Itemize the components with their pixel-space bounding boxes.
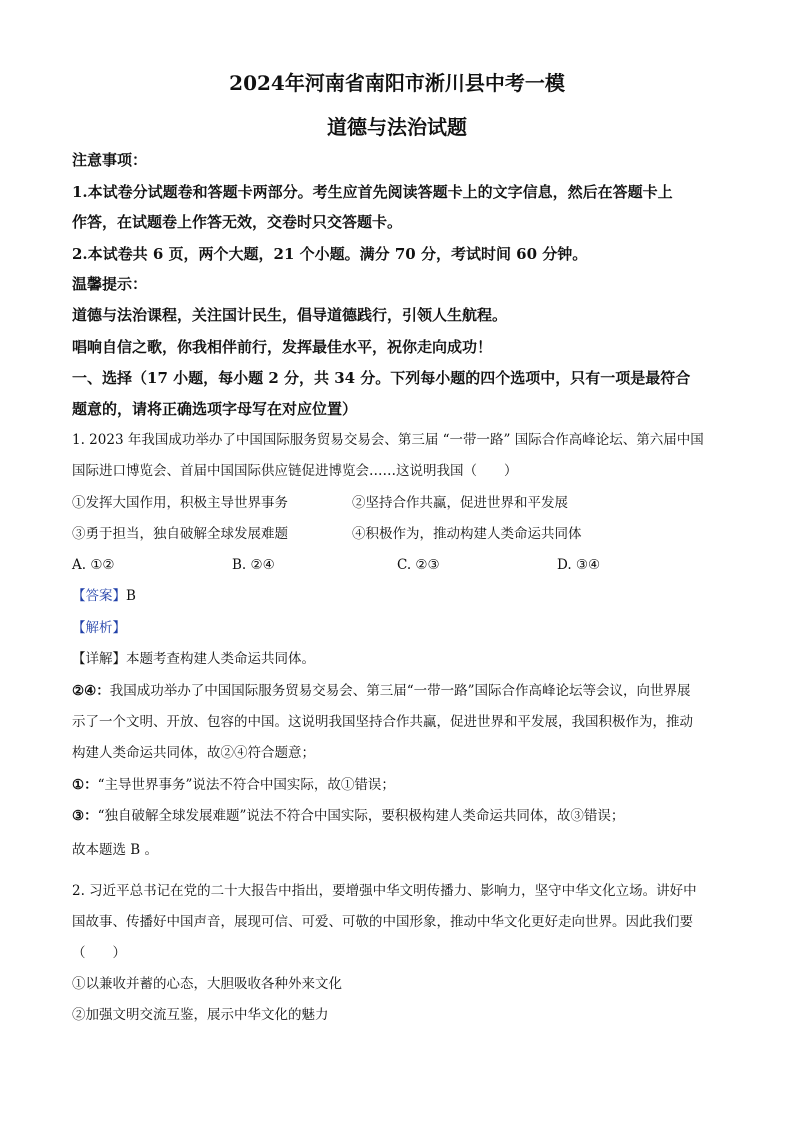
- q2-stem-line-2: 国故事、传播好中国声音，展现可信、可爱、可敬的中国形象，推动中华文化更好走向世界。因此我们要: [72, 914, 693, 930]
- q1-statement-2: ②坚持合作共赢，促进世界和平发展: [352, 495, 568, 511]
- explanation-2-label: ①：: [72, 777, 98, 793]
- q1-explanation-2: [72, 775, 732, 795]
- q1-choice-d: D. ③④: [557, 557, 601, 573]
- q1-explanation-3: [72, 806, 732, 826]
- notice-item-1-line-1: 1.本试卷分试题卷和答题卡两部分。考生应首先阅读答题卡上的文字信息，然后在答题卡上: [72, 183, 673, 201]
- q1-choice-c: C. ②③: [397, 557, 440, 573]
- q1-choice-a: A. ①②: [72, 557, 115, 573]
- q1-detail: [72, 649, 732, 669]
- q1-explanation-1-line-3: 构建人类命运共同体，故②④符合题意；: [72, 745, 315, 761]
- q1-stem-line-2: 国际进口博览会、首届中国国际供应链促进博览会……这说明我国（ ）: [72, 463, 518, 479]
- q1-statement-3: ③勇于担当，独自破解全球发展难题: [72, 526, 288, 542]
- exam-subtitle: 道德与法治试题: [327, 115, 467, 139]
- q1-stem-line-1: 1. 2023 年我国成功举办了中国国际服务贸易交易会、第三届 “一带一路” 国际合作高峰论坛、第六届中国: [72, 432, 704, 448]
- q2-stem-line-1: 2. 习近平总书记在党的二十大报告中指出，要增强中华文明传播力、影响力，坚守中华文化立场。讲好中: [72, 883, 697, 899]
- analysis-tag: 【解析】: [72, 620, 126, 636]
- tips-line-2: 唱响自信之歌，你我相伴前行，发挥最佳水平，祝你走向成功！: [72, 338, 493, 356]
- q1-statement-4: ④积极作为，推动构建人类命运共同体: [352, 526, 582, 542]
- q2-statement-2: ②加强文明交流互鉴，展示中华文化的魅力: [72, 1007, 329, 1023]
- q1-explanation-1-line-1: [72, 681, 732, 701]
- notice-item-2: 2.本试卷共 6 页，两个大题，21 个小题。满分 70 分，考试时间 60 分钟。: [72, 245, 588, 263]
- explanation-1-text: 我国成功举办了中国国际服务贸易交易会、第三届“一带一路”国际合作高峰论坛等会议，向世界展: [109, 683, 691, 699]
- q1-explanation-1-line-2: 示了一个文明、开放、包容的中国。这说明我国坚持合作共赢，促进世界和平发展，我国积极作为，推动: [72, 714, 693, 730]
- q1-conclusion: 故本题选 B 。: [72, 842, 159, 858]
- notice-heading: 注意事项：: [72, 151, 148, 169]
- answer-value: B: [126, 588, 136, 604]
- section-1-heading-line-2: 题意的，请将正确选项字母写在对应位置）: [72, 400, 358, 418]
- detail-tag: 【详解】: [72, 651, 126, 667]
- explanation-3-label: ③：: [72, 808, 98, 824]
- explanation-1-label: ②④：: [72, 683, 110, 699]
- exam-title: 2024年河南省南阳市淅川县中考一模: [229, 71, 565, 95]
- q2-stem-line-3: （ ）: [72, 945, 126, 961]
- q1-answer: [72, 586, 732, 606]
- q2-statement-1: ①以兼收并蓄的心态，大胆吸收各种外来文化: [72, 976, 342, 992]
- q1-statement-1: ①发挥大国作用，积极主导世界事务: [72, 495, 288, 511]
- explanation-2-text: “主导世界事务”说法不符合中国实际，故①错误；: [97, 777, 395, 793]
- q1-analysis: [72, 618, 732, 638]
- notice-item-1-line-2: 作答，在试题卷上作答无效，交卷时只交答题卡。: [72, 213, 403, 231]
- tips-line-1: 道德与法治课程，关注国计民生，倡导道德践行，引领人生航程。: [72, 306, 508, 324]
- explanation-3-text: “独自破解全球发展难题”说法不符合中国实际，要积极构建人类命运共同体，故③错误；: [97, 808, 625, 824]
- tips-heading: 温馨提示：: [72, 275, 148, 293]
- q1-choice-b: B. ②④: [232, 557, 275, 573]
- answer-tag: 【答案】: [72, 588, 126, 604]
- section-1-heading-line-1: 一、选择（17 小题，每小题 2 分，共 34 分。下列每小题的四个选项中，只有一项是最符合: [72, 369, 691, 387]
- detail-text: 本题考查构建人类命运共同体。: [126, 651, 315, 667]
